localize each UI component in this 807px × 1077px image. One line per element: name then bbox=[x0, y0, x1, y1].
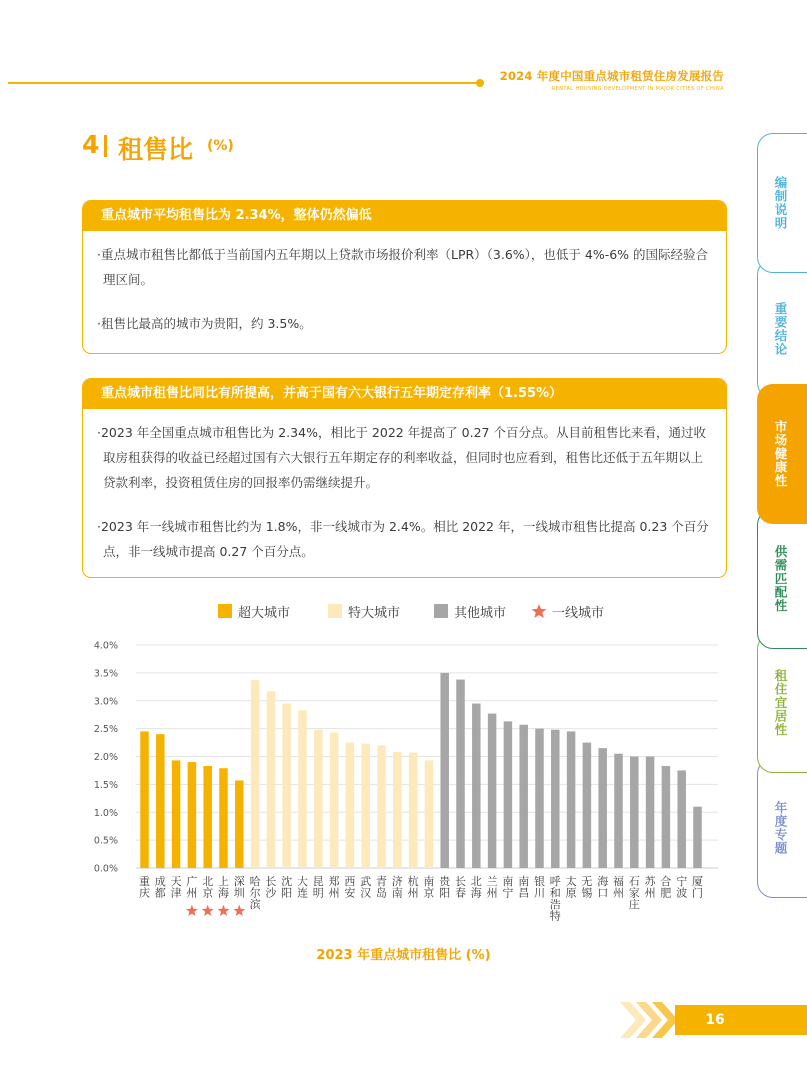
chart-title: 2023 年重点城市租售比 (%) bbox=[316, 948, 491, 963]
tier1-star-icon bbox=[202, 905, 214, 916]
x-tick-label: 济南 bbox=[391, 875, 403, 900]
y-tick-label: 3.5% bbox=[93, 668, 118, 680]
bar-石家庄 bbox=[630, 757, 639, 869]
bar-青岛 bbox=[377, 745, 386, 868]
bar-厦门 bbox=[693, 807, 702, 868]
x-tick-label: 西安 bbox=[344, 875, 356, 900]
x-tick-label: 南京 bbox=[423, 875, 435, 900]
x-tick-label: 南昌 bbox=[518, 875, 530, 900]
bar-南京 bbox=[425, 760, 434, 868]
legend-label-tier1: 一线城市 bbox=[552, 606, 605, 621]
bar-天津 bbox=[172, 760, 181, 868]
bar-广州 bbox=[188, 762, 197, 868]
x-tick-label: 哈尔滨 bbox=[249, 875, 261, 911]
tier1-star-icon bbox=[186, 905, 198, 916]
bar-昆明 bbox=[314, 730, 323, 868]
bar-长沙 bbox=[267, 691, 276, 868]
legend-label-other: 其他城市 bbox=[454, 606, 507, 621]
y-tick-label: 0.0% bbox=[93, 863, 118, 875]
x-tick-label: 石家庄 bbox=[628, 875, 640, 911]
section-unit: (%) bbox=[207, 138, 234, 154]
x-tick-label: 北海 bbox=[470, 875, 482, 900]
x-tick-label: 大连 bbox=[297, 875, 308, 900]
bar-郑州 bbox=[330, 733, 339, 868]
section-number: 4 bbox=[82, 130, 100, 159]
tab-3[interactable] bbox=[757, 384, 807, 524]
header-rule-dot bbox=[476, 79, 484, 87]
x-tick-label: 厦门 bbox=[692, 875, 703, 900]
x-tick-label: 长沙 bbox=[265, 875, 277, 900]
bar-南宁 bbox=[504, 721, 513, 868]
x-tick-label: 青岛 bbox=[376, 875, 387, 900]
tab-label: 年度专题 bbox=[773, 801, 788, 855]
x-tick-label: 长春 bbox=[455, 875, 466, 900]
x-tick-label: 杭州 bbox=[407, 875, 419, 900]
bar-上海 bbox=[219, 768, 228, 868]
tab-4[interactable] bbox=[757, 509, 807, 649]
y-tick-label: 2.0% bbox=[93, 752, 118, 763]
x-tick-label: 无锡 bbox=[581, 875, 593, 900]
legend-star-icon bbox=[531, 603, 547, 619]
legend-swatch-super bbox=[218, 604, 232, 618]
bar-太原 bbox=[567, 731, 576, 868]
tab-label: 租住宜居性 bbox=[773, 669, 788, 737]
finding-box-2-heading: 重点城市租售比同比有所提高，并高于国有六大银行五年期定存利率（1.55%） bbox=[83, 379, 726, 409]
bar-重庆 bbox=[140, 731, 149, 868]
bar-长春 bbox=[456, 680, 465, 868]
x-tick-label: 成都 bbox=[154, 875, 166, 900]
bar-大连 bbox=[298, 710, 307, 868]
x-tick-label: 深圳 bbox=[233, 875, 245, 900]
bar-沈阳 bbox=[282, 704, 291, 868]
bar-贵阳 bbox=[440, 673, 449, 868]
x-tick-label: 贵阳 bbox=[439, 875, 451, 900]
x-tick-label: 海口 bbox=[597, 875, 609, 900]
tier1-star-icon bbox=[233, 905, 245, 916]
bar-宁波 bbox=[677, 770, 686, 868]
y-tick-label: 1.5% bbox=[93, 779, 118, 791]
x-tick-label: 郑州 bbox=[328, 875, 340, 900]
bar-呼和浩特 bbox=[551, 730, 560, 868]
tier1-star-icon bbox=[218, 905, 230, 916]
x-tick-label: 银川 bbox=[534, 875, 545, 900]
legend-swatch-mega bbox=[328, 604, 342, 618]
footer-chevron-icon bbox=[618, 1002, 682, 1038]
page-number: 16 bbox=[705, 1012, 725, 1028]
finding-box-1-para-1: ·重点城市租售比都低于当前国内五年期以上贷款市场报价利率（LPR）（3.6%），也低于 4%-6% 的国际经验合理区间。 bbox=[97, 247, 709, 287]
y-tick-label: 2.5% bbox=[93, 724, 118, 736]
x-tick-label: 宁波 bbox=[676, 875, 688, 900]
x-tick-label: 昆明 bbox=[312, 875, 324, 900]
report-subtitle: RENTAL HOUSING DEVELOPMENT IN MAJOR CITIES OF CHINA bbox=[551, 86, 724, 92]
bar-海口 bbox=[598, 748, 607, 868]
legend-label-super: 超大城市 bbox=[238, 606, 291, 621]
x-tick-label: 呼和浩特 bbox=[549, 875, 561, 923]
finding-box-1-heading: 重点城市平均租售比为 2.34%，整体仍然偏低 bbox=[83, 201, 726, 231]
legend-label-mega: 特大城市 bbox=[348, 606, 401, 621]
x-tick-label: 合肥 bbox=[660, 875, 672, 900]
x-tick-label: 广州 bbox=[186, 875, 198, 900]
bar-无锡 bbox=[583, 743, 592, 868]
bar-哈尔滨 bbox=[251, 680, 260, 868]
y-tick-label: 3.0% bbox=[93, 696, 118, 708]
bar-西安 bbox=[346, 743, 355, 868]
x-tick-label: 武汉 bbox=[360, 875, 372, 900]
bar-苏州 bbox=[646, 757, 655, 869]
bar-福州 bbox=[614, 754, 623, 868]
x-tick-label: 上海 bbox=[218, 875, 229, 900]
x-tick-label: 福州 bbox=[613, 875, 624, 900]
finding-box-1-para-2: ·租售比最高的城市为贵阳，约 3.5%。 bbox=[97, 316, 312, 331]
y-tick-label: 0.5% bbox=[93, 835, 118, 847]
y-tick-label: 1.0% bbox=[93, 807, 118, 819]
y-tick-label: 4.0% bbox=[93, 640, 118, 652]
x-tick-label: 太原 bbox=[565, 875, 577, 900]
bar-深圳 bbox=[235, 780, 244, 868]
finding-box-1 bbox=[82, 200, 727, 354]
x-tick-label: 苏州 bbox=[644, 875, 656, 900]
header-rule bbox=[8, 82, 478, 84]
tab-2[interactable] bbox=[757, 259, 807, 399]
bar-成都 bbox=[156, 734, 165, 868]
x-tick-label: 南宁 bbox=[502, 875, 514, 900]
tab-label: 重要结论 bbox=[773, 302, 788, 356]
bar-银川 bbox=[535, 729, 544, 868]
x-tick-label: 重庆 bbox=[139, 875, 150, 900]
legend-swatch-other bbox=[434, 604, 448, 618]
x-tick-label: 沈阳 bbox=[281, 875, 293, 900]
tab-1[interactable] bbox=[757, 133, 807, 273]
finding-box-2-para-2: ·2023 年一线城市租售比约为 1.8%，非一线城市为 2.4%。相比 2022 年，一线城市租售比提高 0.23 个百分点，非一线城市提高 0.27 个百分点。 bbox=[97, 519, 709, 559]
finding-box-2 bbox=[82, 378, 727, 578]
bar-南昌 bbox=[519, 725, 528, 868]
bar-北海 bbox=[472, 704, 481, 868]
tab-label: 编制说明 bbox=[773, 176, 788, 230]
x-tick-label: 天津 bbox=[170, 875, 182, 900]
section-separator bbox=[104, 135, 107, 157]
tab-5[interactable] bbox=[757, 633, 807, 773]
tab-label: 市场健康性 bbox=[773, 420, 788, 488]
x-tick-label: 兰州 bbox=[486, 875, 498, 900]
tab-label: 供需匹配性 bbox=[773, 545, 788, 613]
bar-杭州 bbox=[409, 753, 418, 868]
bar-合肥 bbox=[662, 766, 671, 868]
section-title: 租售比 bbox=[118, 135, 194, 164]
bar-武汉 bbox=[361, 744, 370, 868]
finding-box-2-para-1: ·2023 年全国重点城市租售比为 2.34%，相比于 2022 年提高了 0.27 个百分点。从目前租售比来看，通过收取房租获得的收益已经超过国有六大银行五年期定存的利率收益，但同时也应看到，租售比还低于五年期以上贷款利率，投资租赁住房的回报率仍需继续提升。 bbox=[97, 425, 706, 490]
x-tick-label: 北京 bbox=[202, 875, 214, 900]
bar-济南 bbox=[393, 752, 402, 868]
bar-北京 bbox=[203, 766, 212, 868]
bar-兰州 bbox=[488, 714, 497, 868]
report-title: 2024 年度中国重点城市租赁住房发展报告 bbox=[499, 69, 724, 83]
tab-6[interactable] bbox=[757, 758, 807, 898]
